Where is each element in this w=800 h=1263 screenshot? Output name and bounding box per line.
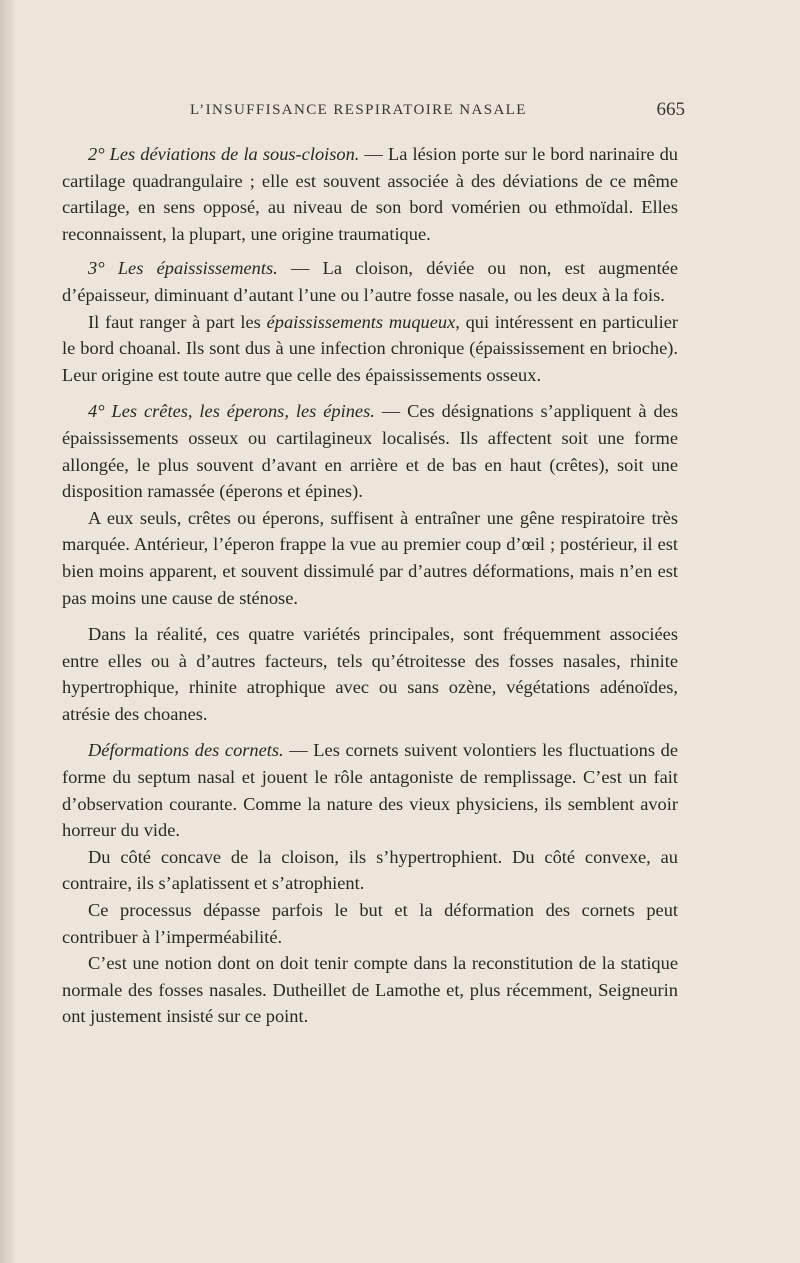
- page-header: [190, 100, 685, 126]
- section-heading-cretes: 4° Les crêtes, les éperons, les épines.: [88, 401, 375, 422]
- paragraph-text: Il faut ranger à part les: [88, 311, 267, 332]
- paragraph-cretes: [62, 398, 678, 504]
- paragraph-text: C’est une notion dont on doit tenir compte dans la reconstitution de la statique normale des fosses nasales. Dutheillet de Lamothe et, plus récemment, Seigneurin ont justement insisté sur ce point.: [62, 953, 678, 1027]
- paragraph-processus: [62, 897, 678, 950]
- paragraph-text: — Les cornets suivent volontiers les fluctuations de forme du septum nasal et jouent le rôle antagoniste de remplissage. C’est un fait d’observation courante. Comme la nature des vieux physiciens, ils semblent avoir horreur du vide.: [62, 740, 678, 841]
- paragraph-text: — Ces désignations s’appliquent à des épaississements osseux ou cartilagineux localisés. Ils affectent soit une forme allongée, le plus souvent d’avant en arrière et de bas en haut (crêtes), soit une disposition ramassée (éperons et épines).: [62, 401, 678, 502]
- paragraph-text: — La lésion porte sur le bord narinaire du cartilage quadrangulaire ; elle est souvent associée à des déviations de ce même cartilage, en sens opposé, au niveau de son bord vomérien ou ethmoïdal. Elles reconnaissent, la plupart, une origine traumatique.: [62, 144, 678, 244]
- paragraph-text: Ce processus dépasse parfois le but et la déformation des cornets peut contribuer à l’imperméabilité.: [62, 900, 678, 947]
- paragraph-text: A eux seuls, crêtes ou éperons, suffisent à entraîner une gêne respiratoire très marquée. Antérieur, l’éperon frappe la vue au premier coup d’œil ; postérieur, il est bien moins apparent, et souvent dissimulé par d’autres déformations, mais n’en est pas moins une cause de sténose.: [62, 507, 678, 608]
- paragraph-text: — La cloison, déviée ou non, est augmentée d’épaisseur, diminuant d’autant l’une ou l’autre fosse nasale, ou les deux à la fois.: [62, 258, 678, 305]
- page-binding-edge: [0, 0, 14, 1263]
- running-head: L’INSUFFISANCE RESPIRATOIRE NASALE: [190, 102, 527, 118]
- paragraph-text: Du côté concave de la cloison, ils s’hypertrophient. Du côté convexe, au contraire, ils s’aplatissent et s’atrophient.: [62, 846, 678, 894]
- section-heading-deviations: 2° Les déviations de la sous-cloison.: [88, 144, 360, 164]
- paragraph-concave: [62, 844, 678, 897]
- paragraph-notion: [62, 950, 678, 1030]
- page-number: 665: [656, 99, 685, 120]
- paragraph-eperons: [62, 505, 678, 611]
- section-heading-epaississements: 3° Les épaississements.: [88, 258, 278, 279]
- paragraph-text: Dans la réalité, ces quatre variétés principales, sont fréquemment associées entre elles ou à d’autres facteurs, tels qu’étroitesse des fosses nasales, rhinite hypertrophique, rhinite atrophique avec ou sans ozène, végétations adénoïdes, atrésie des choanes.: [62, 624, 678, 724]
- paragraph-realite: [62, 621, 678, 727]
- body-text: [62, 141, 678, 1030]
- paragraph-epaississements: [62, 255, 678, 308]
- italic-term: épaississements muqueux,: [266, 311, 460, 332]
- paragraph-cornets: [62, 737, 678, 843]
- paragraph-muqueux: [62, 309, 678, 389]
- paragraph-deviations: [62, 141, 678, 247]
- paragraph-text: qui intéressent en particulier le bord choanal. Ils sont dus à une infection chronique (épaississement en brioche). Leur origine est toute autre que celle des épaississements osseux.: [62, 311, 678, 385]
- section-heading-cornets: Déformations des cornets.: [88, 740, 284, 761]
